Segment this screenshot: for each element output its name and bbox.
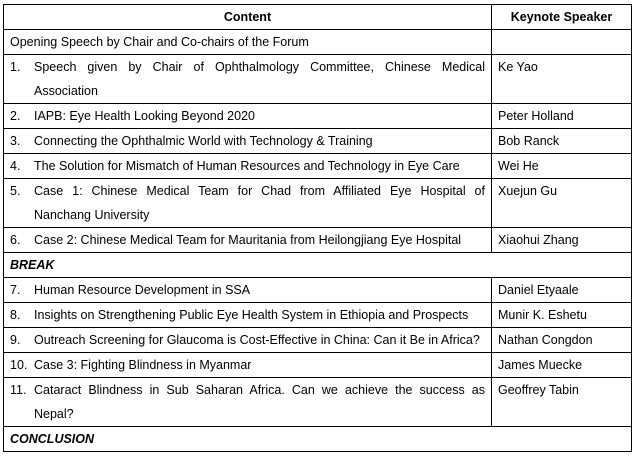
item-number: 9. [10,333,21,347]
item-number: 7. [10,283,21,297]
item-number: 11. [10,383,27,397]
item-content [4,353,492,378]
conclusion-label [4,427,632,452]
item-title: Outreach Screening for Glaucoma is Cost-Effective in China: Can it Be in Africa? [34,333,480,347]
header-row [4,5,632,30]
item-speaker: Bob Ranck [492,129,632,154]
item-number: 3. [10,134,21,148]
opening-speaker [492,30,632,55]
table-row [4,228,632,253]
conclusion-row [4,427,632,452]
item-content [4,179,492,228]
table-row [4,129,632,154]
item-title: Case 3: Fighting Blindness in Myanmar [34,358,252,372]
table-row [4,278,632,303]
item-speaker: Xuejun Gu [492,179,632,228]
item-number: 8. [10,308,21,322]
break-label [4,253,632,278]
opening-text: Opening Speech by Chair and Co-chairs of the Forum [4,30,492,55]
item-content [4,378,492,427]
item-speaker: Xiaohui Zhang [492,228,632,253]
table-row [4,303,632,328]
item-content [4,55,492,104]
table-row [4,378,632,427]
item-content [4,104,492,129]
item-speaker: Daniel Etyaale [492,278,632,303]
table-row [4,104,632,129]
agenda-table [3,4,632,452]
conclusion-text: CONCLUSION [10,432,95,446]
item-title: Human Resource Development in SSA [34,283,251,297]
opening-row [4,30,632,55]
item-content [4,278,492,303]
item-speaker: Munir K. Eshetu [492,303,632,328]
item-speaker: Nathan Congdon [492,328,632,353]
item-content [4,328,492,353]
item-title: The Solution for Mismatch of Human Resources and Technology in Eye Care [34,159,460,173]
table-row [4,353,632,378]
item-content [4,154,492,179]
item-content [4,303,492,328]
item-number: 10. [10,358,28,372]
table-row [4,55,632,104]
item-number: 2. [10,109,21,123]
item-title: Case 2: Chinese Medical Team for Mauritania from Heilongjiang Eye Hospital [34,233,462,247]
break-row [4,253,632,278]
item-number: 6. [10,233,21,247]
item-title: Cataract Blindness in Sub Saharan Africa. Can we achieve the success as Nepal? [34,383,485,421]
item-title: Insights on Strengthening Public Eye Health System in Ethiopia and Prospects [34,308,469,322]
table-row [4,179,632,228]
item-content [4,129,492,154]
item-title: Connecting the Ophthalmic World with Technology & Training [34,134,373,148]
content-column-header: Content [4,5,492,30]
item-speaker: James Muecke [492,353,632,378]
speaker-column-header: Keynote Speaker [492,5,632,30]
item-number: 1. [10,60,21,74]
item-number: 5. [10,184,21,198]
item-speaker: Geoffrey Tabin [492,378,632,427]
item-content [4,228,492,253]
item-title: IAPB: Eye Health Looking Beyond 2020 [34,109,255,123]
item-title: Case 1: Chinese Medical Team for Chad from Affiliated Eye Hospital of Nanchang University [34,184,485,222]
item-title: Speech given by Chair of Ophthalmology Committee, Chinese Medical Association [34,60,485,98]
item-speaker: Wei He [492,154,632,179]
item-number: 4. [10,159,21,173]
table-row [4,154,632,179]
break-text: BREAK [10,258,55,272]
item-speaker: Peter Holland [492,104,632,129]
table-row [4,328,632,353]
item-speaker: Ke Yao [492,55,632,104]
